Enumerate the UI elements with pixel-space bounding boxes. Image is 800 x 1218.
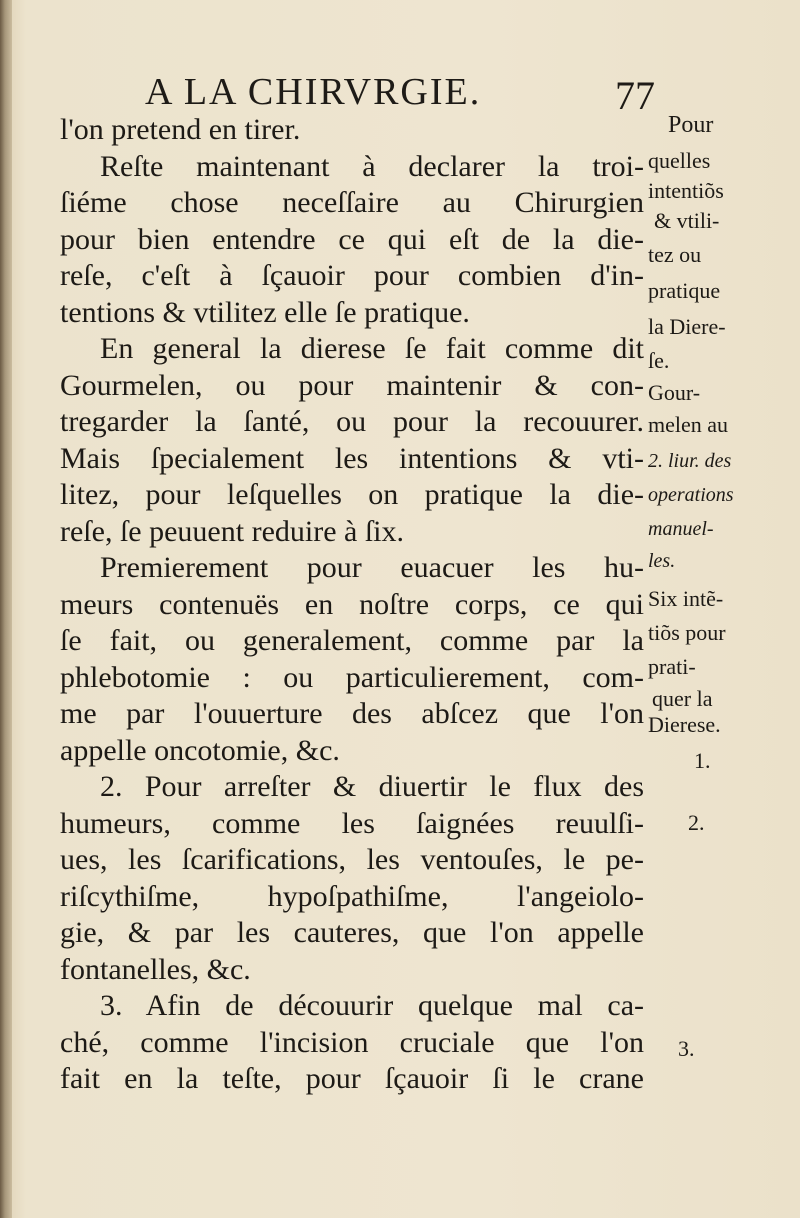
text-line: Reſte maintenant à declarer la troi- [100, 149, 644, 183]
text-line: gie, & par les cauteres, que l'on appelle [60, 916, 644, 949]
text-line: litez, pour leſquelles on pratique la die- [60, 478, 644, 511]
margin-note-line: manuel- [648, 518, 714, 540]
text-line: ché, comme l'incision cruciale que l'on [60, 1025, 644, 1059]
main-text-block [60, 112, 644, 1098]
text-line: me par l'ouuerture des abſcez que l'on [60, 697, 644, 730]
text-line: tregarder la ſanté, ou pour la recouurer. [60, 405, 644, 438]
margin-note-line: pratique [648, 278, 721, 303]
text-line: ſiéme chose neceſſaire au Chirurgien [60, 186, 644, 219]
margin-note-number: 2. [688, 810, 705, 835]
text-line: En general la dierese ſe fait comme dit [100, 332, 644, 365]
margin-note-number: 3. [678, 1036, 695, 1061]
margin-note-line: operations [648, 484, 734, 506]
text-line: pour bien entendre ce qui eſt de la die- [60, 222, 644, 256]
text-line: riſcythiſme, hypoſpathiſme, l'angeiolo- [60, 879, 644, 913]
running-title: A LA CHIRVRGIE. [145, 71, 482, 113]
page-number: 77 [615, 73, 655, 118]
margin-note-line: intentiõs [648, 178, 724, 203]
text-line: meurs contenuës en noſtre corps, ce qui [60, 587, 644, 621]
text-line: 2. Pour arreſter & diuertir le flux des [100, 770, 644, 803]
margin-note-line: Gour- [648, 380, 701, 405]
margin-note-line: melen au [648, 412, 729, 437]
text-line: l'on pretend en tirer. [60, 113, 301, 146]
margin-note-line: 2. liur. des [648, 450, 732, 472]
text-line: humeurs, comme les ſaignées reuulſi- [60, 806, 644, 840]
margin-note-line: tez ou [648, 242, 702, 267]
text-line: tentions & vtilitez elle ſe pratique. [60, 295, 470, 329]
margin-note-line: la Diere- [648, 314, 726, 339]
text-line: reſe, ſe peuuent reduire à ſix. [60, 514, 405, 548]
text-line: ſe fait, ou generalement, comme par la [60, 624, 644, 657]
margin-note-line: tiõs pour [648, 620, 726, 645]
margin-note-line: Six intẽ- [648, 586, 724, 611]
margin-note-line: ſe. [648, 348, 670, 373]
text-line: Gourmelen, ou pour maintenir & con- [60, 368, 644, 402]
margin-note-line: prati- [648, 654, 696, 679]
text-line: Mais ſpecialement les intentions & vti- [60, 441, 644, 475]
page-header [145, 68, 655, 116]
text-line: phlebotomie : ou particulierement, com- [60, 660, 644, 694]
margin-note-number: 1. [694, 748, 711, 773]
margin-note-line: les. [648, 550, 676, 572]
margin-note-line: Pour [668, 112, 714, 138]
text-line: 3. Afin de découurir quelque mal ca- [100, 989, 644, 1022]
text-line: appelle oncotomie, &c. [60, 733, 340, 767]
margin-note-line: & vtili- [654, 208, 720, 233]
text-line: reſe, c'eſt à ſçauoir pour combien d'in- [60, 259, 644, 292]
page-binding-shadow [0, 0, 12, 1218]
text-line: fontanelles, &c. [60, 952, 251, 986]
margin-note-line: Dierese. [648, 712, 721, 737]
margin-note-line: quer la [652, 686, 713, 711]
text-line: Premierement pour euacuer les hu- [100, 551, 644, 584]
margin-note-line: quelles [648, 148, 711, 173]
text-line: fait en la teſte, pour ſçauoir ſi le crane [60, 1062, 644, 1095]
text-line: ues, les ſcarifications, les ventouſes, le pe- [60, 843, 644, 876]
